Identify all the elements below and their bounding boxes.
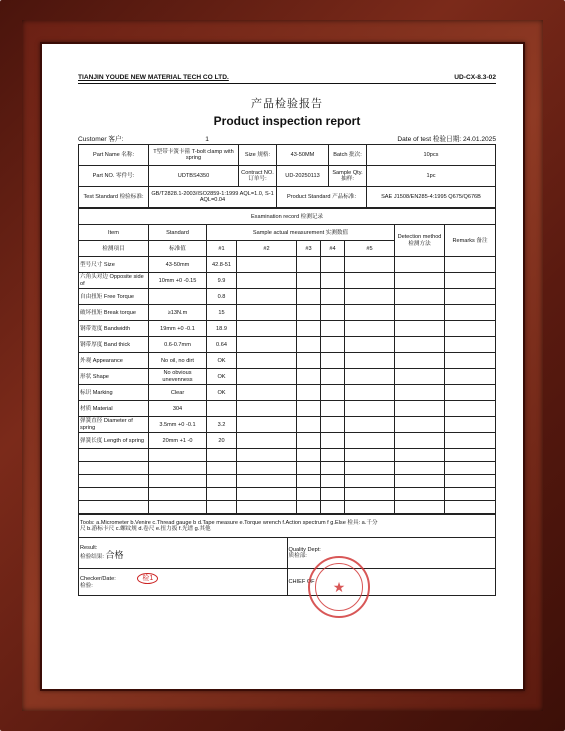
cell-detection: [395, 417, 445, 433]
empty-cell: [297, 449, 321, 462]
cell-s5: [345, 369, 395, 385]
empty-cell: [149, 462, 207, 475]
cell-item: 标识 Marking: [79, 385, 149, 401]
cell-s1: OK: [207, 385, 237, 401]
cell-s3: [297, 257, 321, 273]
empty-cell: [149, 501, 207, 514]
empty-row: [79, 488, 496, 501]
cell-s4: [321, 401, 345, 417]
cell-item: 形状 Shape: [79, 369, 149, 385]
empty-cell: [207, 488, 237, 501]
cell-s4: [321, 369, 345, 385]
cell-standard: No obvious unevenness: [149, 369, 207, 385]
examination-table: [78, 208, 496, 514]
empty-cell: [79, 501, 149, 514]
empty-cell: [445, 501, 496, 514]
cell-s5: [345, 401, 395, 417]
cell-detection: [395, 305, 445, 321]
empty-cell: [321, 462, 345, 475]
empty-cell: [297, 475, 321, 488]
customer-date-row: [78, 136, 496, 144]
col-item-cn: 检测项目: [79, 241, 149, 257]
empty-cell: [297, 488, 321, 501]
size-value: 43-50MM: [277, 145, 329, 166]
cell-item: 型号尺寸 Size: [79, 257, 149, 273]
cell-item: 六角头对边 Opposite side of: [79, 273, 149, 289]
cell-standard: 10mm +0 -0.15: [149, 273, 207, 289]
col-standard: Standard: [149, 225, 207, 241]
cell-standard: 304: [149, 401, 207, 417]
empty-cell: [395, 462, 445, 475]
cell-s2: [237, 289, 297, 305]
cell-s2: [237, 433, 297, 449]
cell-detection: [395, 353, 445, 369]
cell-s4: [321, 337, 345, 353]
empty-cell: [345, 501, 395, 514]
cell-s3: [297, 321, 321, 337]
part-name-label: Part Name 名称:: [79, 145, 149, 166]
cell-s5: [345, 433, 395, 449]
result-cell: Result: 检验结果: 合格: [79, 538, 288, 569]
cell-standard: [149, 289, 207, 305]
empty-cell: [149, 475, 207, 488]
cell-detection: [395, 257, 445, 273]
cell-s1: 42.8-51: [207, 257, 237, 273]
empty-cell: [445, 475, 496, 488]
title-chinese: 产品检验报告: [251, 97, 323, 110]
col-s3: #3: [297, 241, 321, 257]
cell-s1: [207, 401, 237, 417]
cell-item: 破坏扭矩 Break torque: [79, 305, 149, 321]
empty-cell: [237, 462, 297, 475]
part-no-value: UDTBS4350: [149, 166, 239, 187]
empty-cell: [149, 488, 207, 501]
cell-s2: [237, 385, 297, 401]
contract-label: Contract NO. 订单号:: [239, 166, 277, 187]
cell-s5: [345, 305, 395, 321]
col-detection: Detection method 检测方法: [395, 225, 445, 257]
cell-s4: [321, 353, 345, 369]
info-table: [78, 144, 496, 208]
cell-s1: 0.8: [207, 289, 237, 305]
cell-s5: [345, 385, 395, 401]
cell-s3: [297, 417, 321, 433]
cell-remarks: [445, 417, 496, 433]
cell-item: 弹簧长度 Length of spring: [79, 433, 149, 449]
empty-cell: [395, 501, 445, 514]
empty-cell: [345, 488, 395, 501]
empty-cell: [445, 449, 496, 462]
batch-value: 10pcs: [367, 145, 496, 166]
table-row: [79, 257, 496, 273]
empty-cell: [345, 475, 395, 488]
cell-s5: [345, 257, 395, 273]
table-row: [79, 273, 496, 289]
cell-detection: [395, 321, 445, 337]
cell-remarks: [445, 321, 496, 337]
cell-detection: [395, 401, 445, 417]
cell-s2: [237, 353, 297, 369]
empty-cell: [297, 462, 321, 475]
empty-row: [79, 449, 496, 462]
cell-standard: 19mm +0 -0.1: [149, 321, 207, 337]
cell-item: 钢带厚度 Band thick: [79, 337, 149, 353]
cell-s4: [321, 433, 345, 449]
cell-remarks: [445, 337, 496, 353]
cell-remarks: [445, 289, 496, 305]
chief-cell: CHIEF OF: [287, 569, 496, 596]
cell-s3: [297, 305, 321, 321]
test-standard-label: Test Standard 检验标准:: [79, 187, 149, 208]
table-row: [79, 337, 496, 353]
cell-s3: [297, 337, 321, 353]
table-row: [79, 289, 496, 305]
cell-item: 弹簧直径 Diameter of spring: [79, 417, 149, 433]
empty-cell: [395, 488, 445, 501]
cell-item: 自由扭矩 Free Torque: [79, 289, 149, 305]
cell-remarks: [445, 353, 496, 369]
empty-cell: [321, 501, 345, 514]
empty-cell: [445, 462, 496, 475]
cell-s4: [321, 289, 345, 305]
empty-cell: [321, 449, 345, 462]
table-row: [79, 401, 496, 417]
cell-s1: 9.9: [207, 273, 237, 289]
cell-s2: [237, 257, 297, 273]
cell-detection: [395, 385, 445, 401]
cell-standard: 3.5mm +0 -0.1: [149, 417, 207, 433]
cell-detection: [395, 433, 445, 449]
empty-cell: [445, 488, 496, 501]
cell-s5: [345, 273, 395, 289]
empty-cell: [79, 462, 149, 475]
empty-cell: [207, 462, 237, 475]
cell-s5: [345, 353, 395, 369]
table-row: [79, 385, 496, 401]
cell-s3: [297, 385, 321, 401]
empty-cell: [297, 501, 321, 514]
cell-remarks: [445, 433, 496, 449]
empty-cell: [79, 449, 149, 462]
empty-row: [79, 501, 496, 514]
cell-s3: [297, 369, 321, 385]
title-english: Product inspection report: [213, 114, 361, 129]
col-s1: #1: [207, 241, 237, 257]
col-item: Item: [79, 225, 149, 241]
cell-s4: [321, 321, 345, 337]
cell-s3: [297, 289, 321, 305]
exam-section-title: Examination record 检测记录: [79, 209, 496, 225]
empty-cell: [237, 488, 297, 501]
cell-s4: [321, 417, 345, 433]
part-name-value: T型带卡簧卡箍 T-bolt clamp with spring: [149, 145, 239, 166]
cell-s4: [321, 305, 345, 321]
cell-s2: [237, 273, 297, 289]
checker-cell: Checker/Date: 检1 检验:: [79, 569, 288, 596]
empty-cell: [237, 449, 297, 462]
quality-cell: Quality Dept: 质检部:: [287, 538, 496, 569]
empty-cell: [321, 488, 345, 501]
batch-label: Batch 批次:: [329, 145, 367, 166]
cell-s5: [345, 321, 395, 337]
result-value: 合格: [105, 551, 124, 562]
col-remarks: Remarks 备注: [445, 225, 496, 257]
cell-s3: [297, 433, 321, 449]
empty-cell: [395, 449, 445, 462]
col-s4: #4: [321, 241, 345, 257]
product-standard-label: Product Standard 产品标准:: [277, 187, 367, 208]
empty-cell: [79, 488, 149, 501]
table-row: [79, 321, 496, 337]
empty-cell: [395, 475, 445, 488]
test-standard-value: GB/T2828.1-2003/ISO2859-1:1999 AQL=1.0, S-1 AQL=0.04: [149, 187, 277, 208]
cell-standard: ≥13N.m: [149, 305, 207, 321]
cell-s3: [297, 273, 321, 289]
doc-code: UD-CX-8.3-02: [454, 74, 496, 81]
empty-cell: [207, 475, 237, 488]
empty-cell: [207, 501, 237, 514]
cell-s4: [321, 273, 345, 289]
cell-s1: 15: [207, 305, 237, 321]
empty-cell: [207, 449, 237, 462]
empty-cell: [237, 475, 297, 488]
col-sample: Sample actual measurement 实测数值: [207, 225, 395, 241]
cell-s2: [237, 369, 297, 385]
cell-remarks: [445, 273, 496, 289]
customer: Customer 客户: 1: [78, 136, 209, 144]
empty-cell: [321, 475, 345, 488]
table-row: [79, 417, 496, 433]
cell-s5: [345, 337, 395, 353]
cell-s5: [345, 417, 395, 433]
cell-standard: Clear: [149, 385, 207, 401]
cell-s1: OK: [207, 369, 237, 385]
empty-cell: [237, 501, 297, 514]
size-label: Size 规格:: [239, 145, 277, 166]
company-seal: ★: [308, 556, 370, 618]
col-s5: #5: [345, 241, 395, 257]
table-row: [79, 353, 496, 369]
cell-s1: 0.64: [207, 337, 237, 353]
company-name: TIANJIN YOUDE NEW MATERIAL TECH CO LTD.: [78, 74, 229, 81]
cell-standard: No oil, no dirt: [149, 353, 207, 369]
cell-s1: OK: [207, 353, 237, 369]
test-date: Date of test 检验日期: 24.01.2025: [397, 136, 496, 144]
checker-stamp: 检1: [137, 573, 158, 584]
empty-cell: [345, 462, 395, 475]
cell-item: 材质 Material: [79, 401, 149, 417]
cell-standard: 43-50mm: [149, 257, 207, 273]
col-s2: #2: [237, 241, 297, 257]
table-row: [79, 305, 496, 321]
cell-item: 钢带宽度 Bandwidth: [79, 321, 149, 337]
cell-s2: [237, 401, 297, 417]
empty-cell: [79, 475, 149, 488]
empty-row: [79, 475, 496, 488]
table-row: [79, 369, 496, 385]
col-standard-cn: 标准值: [149, 241, 207, 257]
empty-row: [79, 462, 496, 475]
cell-remarks: [445, 401, 496, 417]
cell-remarks: [445, 385, 496, 401]
report-sheet: [42, 44, 523, 689]
inspection-report: [78, 74, 496, 596]
cell-s5: [345, 289, 395, 305]
cell-detection: [395, 337, 445, 353]
cell-remarks: [445, 369, 496, 385]
cell-item: 外观 Appearance: [79, 353, 149, 369]
cell-s4: [321, 257, 345, 273]
cell-s2: [237, 417, 297, 433]
cell-remarks: [445, 305, 496, 321]
cell-s3: [297, 401, 321, 417]
cell-detection: [395, 273, 445, 289]
cell-s2: [237, 321, 297, 337]
cell-standard: 0.6-0.7mm: [149, 337, 207, 353]
sample-value: 1pc: [367, 166, 496, 187]
empty-cell: [345, 449, 395, 462]
table-row: [79, 433, 496, 449]
product-standard-value: SAE J1508/EN285-4:1995 Q675/Q676B: [367, 187, 496, 208]
contract-value: UD-20250113: [277, 166, 329, 187]
report-topbar: [78, 74, 496, 84]
cell-s2: [237, 305, 297, 321]
part-no-label: Part NO. 零件号:: [79, 166, 149, 187]
cell-standard: 20mm +1 -0: [149, 433, 207, 449]
cell-detection: [395, 289, 445, 305]
sample-label: Sample Qty. 抽样:: [329, 166, 367, 187]
cell-s4: [321, 385, 345, 401]
cell-detection: [395, 369, 445, 385]
empty-cell: [149, 449, 207, 462]
tools-result-table: [78, 514, 496, 596]
cell-s2: [237, 337, 297, 353]
cell-s1: 18.9: [207, 321, 237, 337]
cell-s1: 20: [207, 433, 237, 449]
tools-legend: Tools: a.Micrometer b.Venire c.Thread gauge b d.Tape measure e.Torque wrench f.Action spectrum f g.Else 检具: a.千分 尺 b.游标卡尺 c.螺纹规 d.卷尺 e.扭力扳 f.光谱 g.其他: [79, 515, 496, 538]
cell-s1: 3.2: [207, 417, 237, 433]
cell-remarks: [445, 257, 496, 273]
cell-s3: [297, 353, 321, 369]
